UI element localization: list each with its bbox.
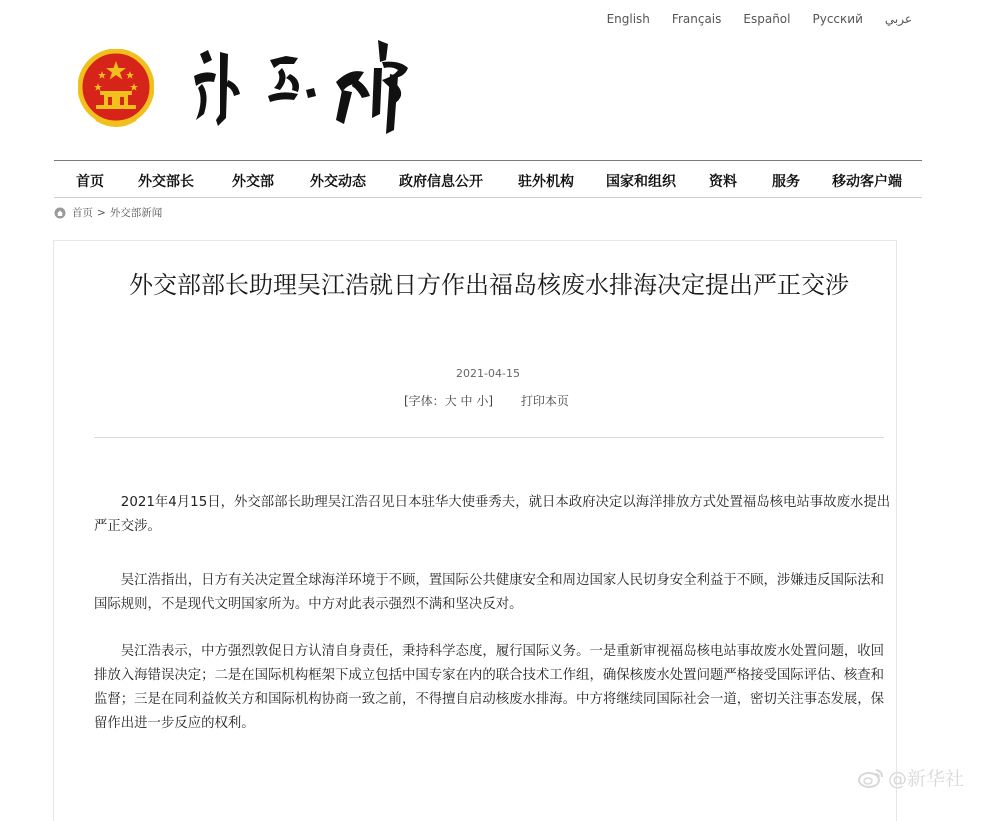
- font-size-close: ]: [488, 394, 494, 408]
- weibo-icon: [858, 767, 884, 789]
- lang-french[interactable]: Français: [671, 12, 722, 26]
- nav-diplomatic-news[interactable]: 外交动态: [310, 174, 366, 190]
- nav-services[interactable]: 服务: [772, 174, 800, 190]
- lang-arabic[interactable]: عربي: [884, 12, 912, 26]
- nav-countries-organizations[interactable]: 国家和组织: [606, 174, 676, 190]
- mfa-calligraphy-logo[interactable]: [186, 34, 418, 134]
- lang-english[interactable]: English: [606, 12, 650, 26]
- main-navigation: [54, 160, 922, 198]
- breadcrumb: [54, 205, 162, 220]
- lang-spanish[interactable]: Español: [743, 12, 791, 26]
- article-paragraph-2: 吴江浩指出，日方有关决定置全球海洋环境于不顾，置国际公共健康安全和周边国家人民切身安全利益于不顾，涉嫌违反国际法和国际规则，不是现代文明国家所为。中方对此表示强烈不满和坚决反对。: [94, 573, 885, 612]
- language-bar: [585, 12, 912, 26]
- nav-home[interactable]: 首页: [76, 174, 104, 190]
- breadcrumb-separator: >: [97, 206, 106, 219]
- print-page-link[interactable]: 打印本页: [520, 394, 569, 408]
- nav-ministry[interactable]: 外交部: [232, 174, 274, 190]
- national-emblem-icon[interactable]: [78, 49, 154, 131]
- article-paragraph-1: 2021年4月15日，外交部部长助理吴江浩召见日本驻华大使垂秀夫，就日本政府决定以海洋排放方式处置福岛核电站事故废水提出严正交涉。: [94, 495, 891, 534]
- font-size-label: [字体：: [404, 394, 445, 408]
- lang-russian[interactable]: Русский: [812, 12, 863, 26]
- nav-foreign-minister[interactable]: 外交部长: [138, 174, 194, 190]
- publish-date: 2021-04-15: [456, 367, 520, 380]
- breadcrumb-home[interactable]: 首页: [72, 207, 93, 219]
- font-size-medium[interactable]: 中: [460, 394, 473, 408]
- article-title: 外交部部长助理吴江浩就日方作出福岛核废水排海决定提出严正交涉: [129, 271, 849, 299]
- breadcrumb-current[interactable]: 外交部新闻: [109, 207, 163, 219]
- divider: [94, 437, 884, 438]
- nav-government-info[interactable]: 政府信息公开: [399, 174, 483, 190]
- nav-missions-abroad[interactable]: 驻外机构: [518, 174, 574, 190]
- article-tools: [404, 392, 569, 409]
- watermark: [858, 764, 964, 791]
- font-size-large[interactable]: 大: [444, 394, 457, 408]
- watermark-text: @新华社: [888, 768, 965, 790]
- article-paragraph-3: 吴江浩表示，中方强烈敦促日方认清自身责任，秉持科学态度，履行国际义务。一是重新审视福岛核电站事故废水处置问题，收回排放入海错误决定；二是在国际机构框架下成立包括中国专家在内的联合技术工作组，确保核废水处置问题严格接受国际评估、核查和监督；三是在同利益攸关方和国际机构协商一致之前，不得擅自启动核废水排海。中方将继续同国际社会一道，密切关注事态发展，保留作出进一步反应的权利。: [94, 644, 885, 731]
- font-size-small[interactable]: 小: [476, 394, 489, 408]
- home-icon: [54, 207, 66, 219]
- nav-resources[interactable]: 资料: [709, 174, 737, 190]
- nav-mobile-client[interactable]: 移动客户端: [832, 174, 902, 190]
